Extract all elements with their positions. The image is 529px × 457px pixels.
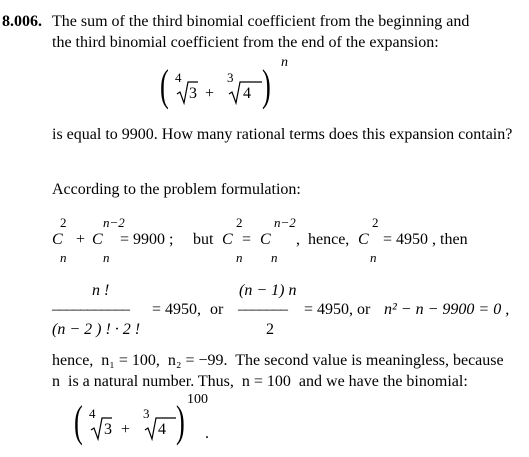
- radicand: 3: [104, 421, 112, 438]
- quadratic-equation: n² − n − 9900 = 0 ,: [384, 301, 510, 318]
- equation-rhs: = 4950,: [304, 301, 354, 318]
- subscript: n: [236, 250, 243, 265]
- subscript: n: [103, 250, 110, 265]
- radicand: 4: [158, 421, 166, 438]
- superscript: n−2: [274, 215, 296, 230]
- binomial-c: C: [358, 231, 369, 248]
- root-index: 3: [143, 406, 150, 421]
- plus-sign: +: [121, 421, 131, 438]
- fraction-denominator: (n − 2 ) ! · 2 !: [52, 321, 141, 338]
- equation-rhs: = 4950,: [152, 301, 202, 318]
- fraction-bar: –––––––: [238, 301, 287, 318]
- superscript: n−2: [103, 215, 125, 230]
- problem-text-line-3: is equal to 9900. How many rational terms does this expansion contain?: [52, 126, 513, 143]
- root-index: 4: [175, 70, 182, 85]
- radicand: 3: [189, 85, 197, 102]
- connector-text: or: [357, 301, 371, 318]
- left-paren: (: [160, 61, 169, 110]
- equation-rhs: = 9900 ;: [120, 231, 174, 248]
- root-index: 3: [227, 70, 234, 85]
- fraction-bar: –––––––––––: [52, 301, 129, 318]
- problem-number: 8.006.: [2, 13, 42, 30]
- solution-text-natural: n is a natural number. Thus, n = 100 and we have the binomial:: [52, 373, 468, 390]
- exponent: n: [281, 55, 288, 70]
- solution-intro: According to the problem formulation:: [52, 181, 301, 198]
- fraction-denominator: 2: [266, 321, 274, 338]
- subscript: n: [370, 250, 377, 265]
- connector-text: , hence,: [296, 231, 350, 248]
- fraction-numerator: (n − 1) n: [239, 282, 297, 299]
- problem-text-line-1: The sum of the third binomial coefficient from the beginning and: [52, 13, 470, 30]
- fraction-numerator: n !: [92, 282, 110, 299]
- problem-text-line-2: the third binomial coefficient from the end of the expansion:: [52, 34, 439, 51]
- plus-sign: +: [76, 231, 86, 248]
- superscript: 2: [372, 215, 379, 230]
- binomial-c: C: [260, 231, 271, 248]
- superscript: 2: [236, 215, 243, 230]
- solution-text-hence: hence, n₁ = 100, n₂ = −99. The second value is meaningless, because: [52, 352, 504, 369]
- left-paren: (: [74, 397, 83, 446]
- exponent: 100: [187, 392, 208, 407]
- equation-rhs: = 4950 , then: [383, 231, 468, 248]
- root-index: 4: [89, 406, 96, 421]
- subscript: n: [60, 250, 67, 265]
- right-paren: ): [176, 397, 185, 446]
- binomial-c: C: [222, 231, 233, 248]
- binomial-c: C: [52, 231, 63, 248]
- superscript: 2: [60, 215, 67, 230]
- radicand: 4: [243, 85, 251, 102]
- equals-sign: =: [242, 231, 252, 248]
- connector-text: but: [193, 231, 214, 248]
- subscript: n: [271, 250, 278, 265]
- binomial-c: C: [92, 231, 103, 248]
- period: .: [205, 425, 209, 442]
- plus-sign: +: [205, 85, 215, 102]
- connector-text: or: [210, 301, 224, 318]
- right-paren: ): [262, 61, 271, 110]
